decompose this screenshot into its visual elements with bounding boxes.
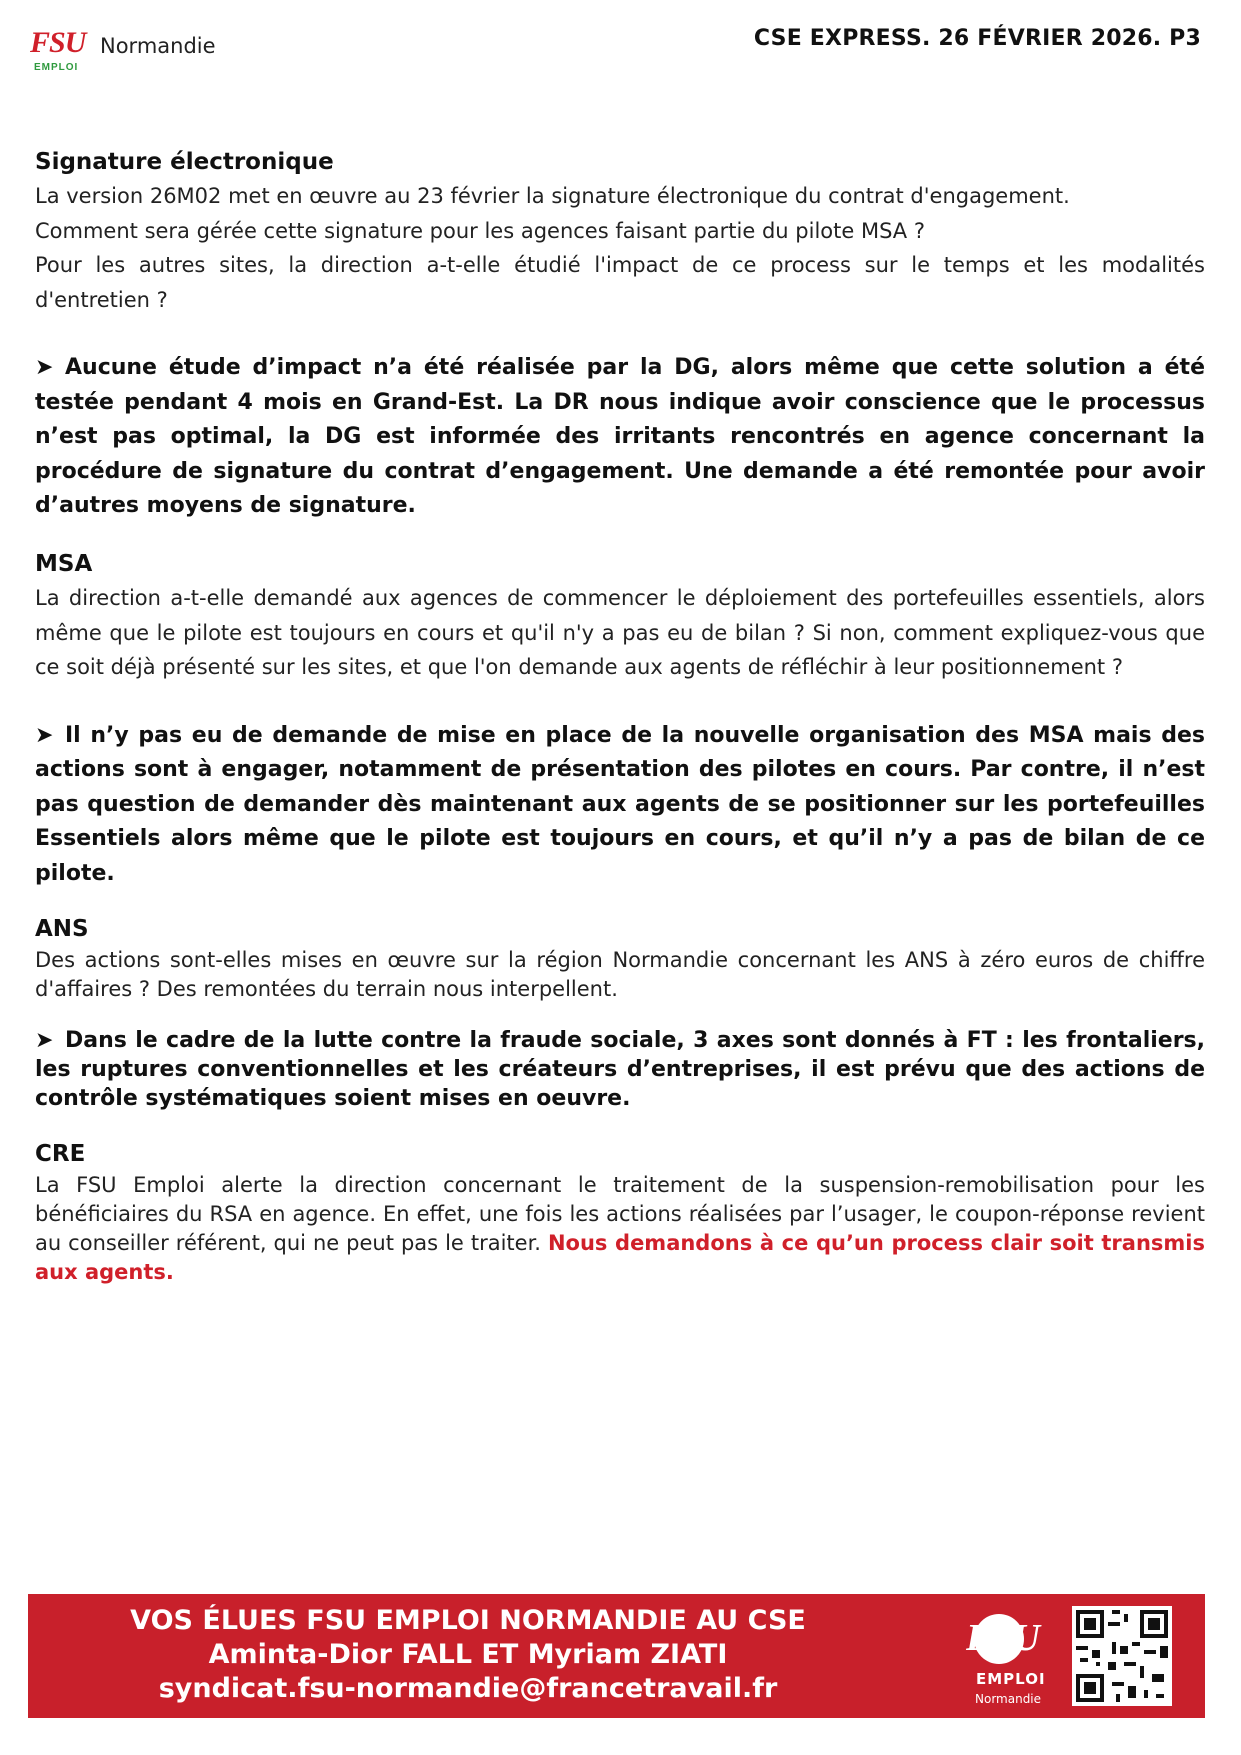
answer-paragraph: [35, 1026, 1205, 1113]
arrow-icon: ➤: [35, 1028, 54, 1053]
section-msa: [35, 547, 1205, 891]
footer-banner: [28, 1594, 1205, 1718]
footer-contact: [28, 1604, 908, 1706]
fsu-emploi-logo: [30, 26, 92, 76]
highlight-demand: Nous demandons à ce qu’un process clair soit transmis aux agents.: [35, 1231, 1205, 1284]
footer-email[interactable]: syndicat.fsu-normandie@francetravail.fr: [158, 1673, 778, 1704]
arrow-icon: ➤: [35, 355, 54, 380]
answer-text: Dans le cadre de la lutte contre la fraude sociale, 3 axes sont donnés à FT : les frontaliers, les ruptures conventionnelles et les créateurs d’entreprises, il est prévu que des actions de contrôle systématiques soient mises en oeuvre.: [35, 1028, 1205, 1111]
logo-mark: FSU: [30, 26, 86, 59]
section-signature: [35, 145, 1205, 524]
question-paragraph: Pour les autres sites, la direction a-t-elle étudié l'impact de ce process sur le temps et les modalités d'entretien ?: [35, 253, 1205, 312]
answer-paragraph: [35, 719, 1205, 892]
page-header: [0, 0, 1241, 90]
section-title: ANS: [35, 916, 89, 942]
section-title: CRE: [35, 1141, 86, 1167]
region-name: Normandie: [100, 34, 216, 58]
question-paragraph: Comment sera gérée cette signature pour les agences faisant partie du pilote MSA ?: [35, 218, 925, 243]
logo-subtitle: EMPLOI: [34, 62, 79, 73]
logo-region: Normandie: [975, 1692, 1042, 1706]
section-title: Signature électronique: [35, 149, 334, 175]
footer-heading: VOS ÉLUES FSU EMPLOI NORMANDIE AU CSE: [130, 1605, 806, 1636]
answer-text: Aucune étude d’impact n’a été réalisée par la DG, alors même que cette solution a été testée pendant 4 mois en Grand-Est. La DR nous indique avoir conscience que le processus n’est pas optimal, la DG est informée des irritants rencontrés en agence concernant la procédure de signature du contrat d’engagement. Une demande a été remontée pour avoir d’autres moyens de signature.: [35, 355, 1205, 518]
question-paragraph: La version 26M02 met en œuvre au 23 février la signature électronique du contrat d'engagement.: [35, 184, 1070, 208]
logo-mark: FSU: [966, 1617, 1040, 1659]
paragraph-text: La FSU Emploi alerte la direction concernant le traitement de la suspension-remobilisation pour les bénéficiaires du RSA en agence. En effet, une fois les actions réalisées par l’usager, le coupon-réponse revient au conseiller référent, qui ne peut pas le traiter.: [35, 1173, 1205, 1255]
question-paragraph: La direction a-t-elle demandé aux agences de commencer le déploiement des portefeuilles essentiels, alors même que le pilote est toujours en cours et qu'il n'y a pas eu de bilan ? Si non, comment expliquez-vous que ce soit déjà présenté sur les sites, et que l'on demande aux agents de réfléchir à leur positionnement ?: [35, 586, 1205, 679]
section-title: MSA: [35, 551, 93, 577]
question-paragraph: [35, 1171, 1205, 1287]
question-paragraph: Des actions sont-elles mises en œuvre sur la région Normandie concernant les ANS à zéro euros de chiffre d'affaires ? Des remontées du terrain nous interpellent.: [35, 948, 1205, 1001]
arrow-icon: ➤: [35, 722, 54, 748]
issue-title: CSE EXPRESS. 26 FÉVRIER 2026. P3: [753, 26, 1201, 51]
footer-names: Aminta-Dior FALL ET Myriam ZIATI: [208, 1639, 728, 1670]
qr-code-icon[interactable]: [1072, 1606, 1172, 1706]
footer-logo: [946, 1602, 1056, 1712]
answer-text: Il n’y pas eu de demande de mise en place de la nouvelle organisation des MSA mais des actions sont à engager, notamment de présentation des pilotes en cours. Par contre, il n’est pas question de demander dès maintenant aux agents de se positionner sur les portefeuilles Essentiels alors même que le pilote est toujours en cours, et qu’il n’y a pas de bilan de ce pilote.: [35, 722, 1205, 886]
logo-subtitle: EMPLOI: [976, 1670, 1046, 1688]
answer-paragraph: [35, 351, 1205, 524]
section-ans: [35, 912, 1205, 1113]
section-cre: [35, 1137, 1205, 1287]
